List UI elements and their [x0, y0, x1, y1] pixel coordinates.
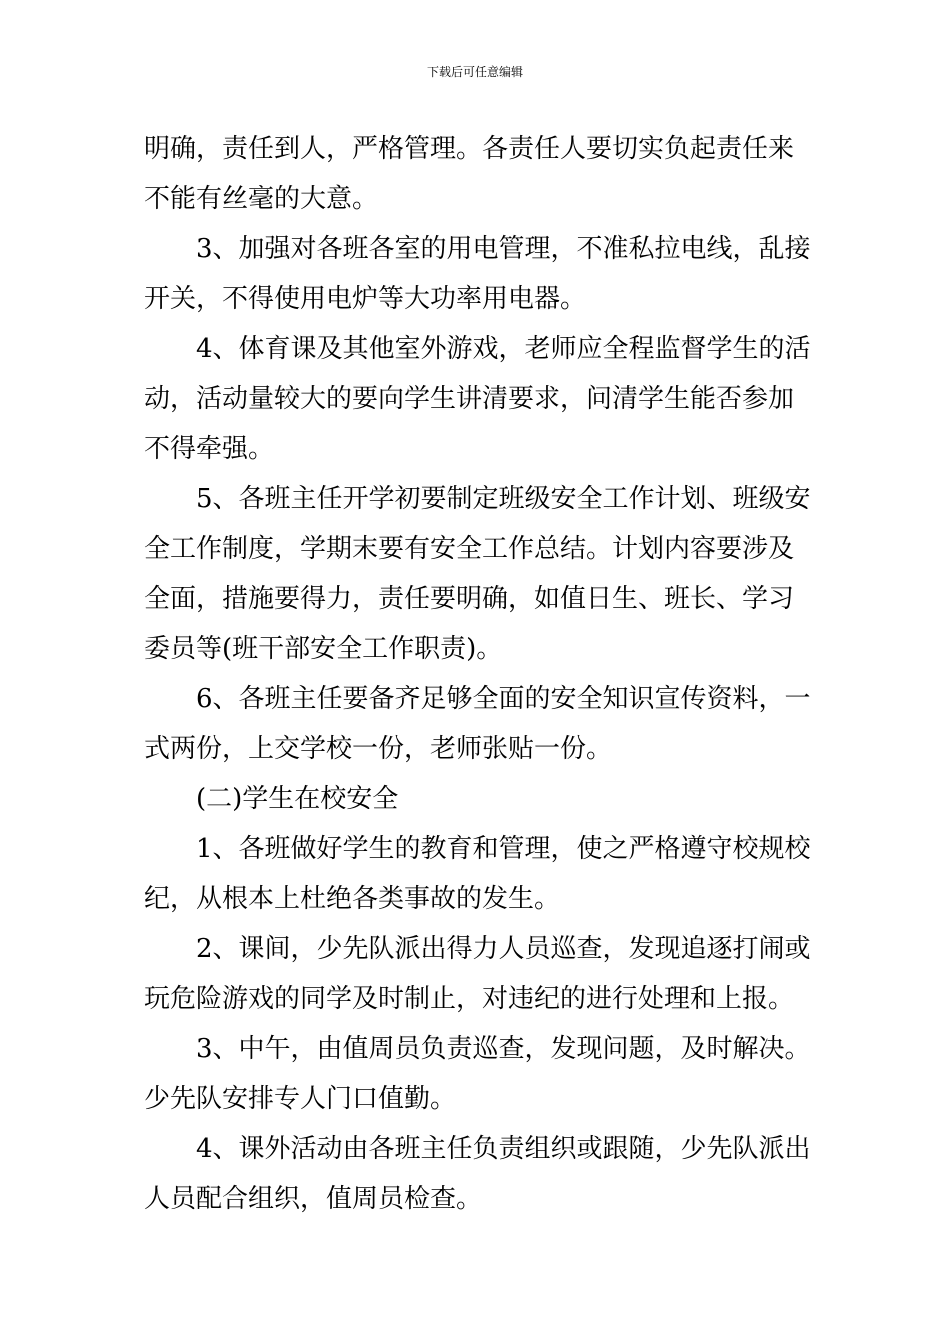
page-header: 下载后可任意编辑: [426, 65, 523, 79]
section-heading: (二)学生在校安全: [196, 784, 399, 814]
paragraph-line: 2、课间，少先队派出得力人员巡查，发现追逐打闹或: [196, 934, 811, 964]
paragraph-line: 明确，责任到人，严格管理。各责任人要切实负起责任来: [144, 134, 795, 164]
paragraph-line: 少先队安排专人门口值勤。: [144, 1084, 457, 1114]
paragraph-line: 3、中午，由值周员负责巡查，发现问题，及时解决。: [196, 1034, 811, 1064]
paragraph-line: 人员配合组织，值周员检查。: [144, 1184, 483, 1214]
paragraph-line: 玩危险游戏的同学及时制止，对违纪的进行处理和上报。: [144, 984, 795, 1014]
paragraph-line: 1、各班做好学生的教育和管理，使之严格遵守校规校: [196, 834, 811, 864]
paragraph-line: 动，活动量较大的要向学生讲清要求，问清学生能否参加: [144, 384, 795, 414]
paragraph-line: 开关，不得使用电炉等大功率用电器。: [144, 284, 587, 314]
paragraph-line: 全工作制度，学期末要有安全工作总结。计划内容要涉及: [144, 534, 795, 564]
paragraph-line: 3、加强对各班各室的用电管理，不准私拉电线，乱接: [196, 234, 811, 264]
paragraph-line: 6、各班主任要备齐足够全面的安全知识宣传资料，一: [196, 684, 811, 714]
paragraph-line: 全面，措施要得力，责任要明确，如值日生、班长、学习: [144, 584, 795, 614]
paragraph-line: 纪，从根本上杜绝各类事故的发生。: [144, 884, 561, 914]
paragraph-line: 4、体育课及其他室外游戏，老师应全程监督学生的活: [196, 334, 811, 364]
paragraph-line: 委员等(班干部安全工作职责)。: [144, 634, 503, 664]
paragraph-line: 式两份，上交学校一份，老师张贴一份。: [144, 734, 613, 764]
paragraph-line: 4、课外活动由各班主任负责组织或跟随，少先队派出: [196, 1134, 811, 1164]
paragraph-line: 不得牵强。: [144, 434, 275, 464]
paragraph-line: 不能有丝毫的大意。: [144, 184, 379, 214]
paragraph-line: 5、各班主任开学初要制定班级安全工作计划、班级安: [196, 484, 811, 514]
